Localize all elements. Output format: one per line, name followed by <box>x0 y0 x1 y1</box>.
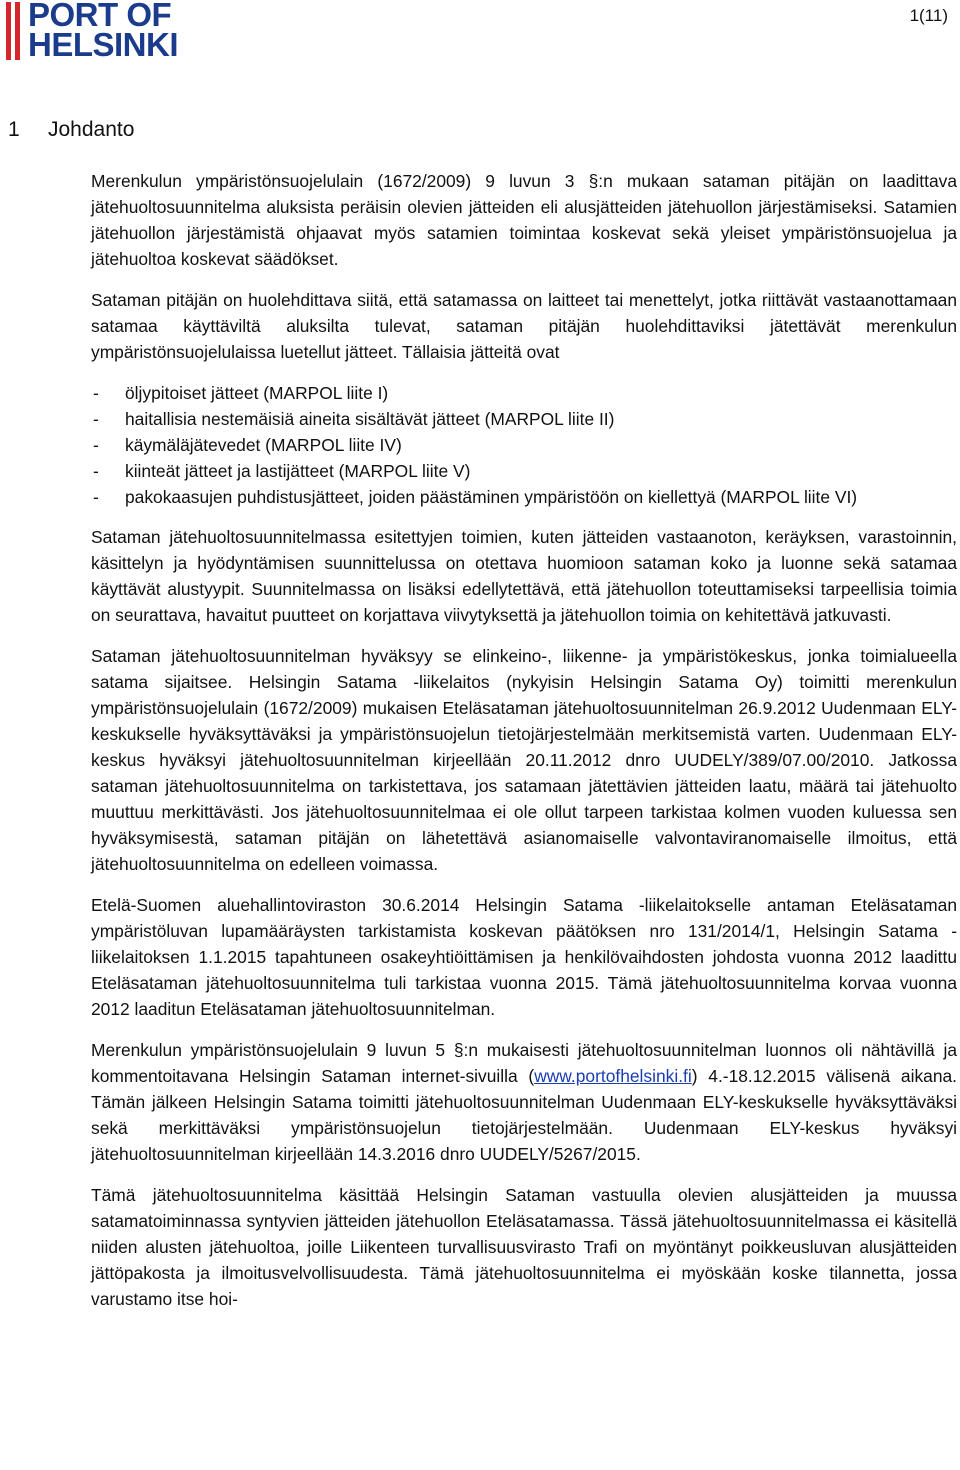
paragraph: Sataman pitäjän on huolehdittava siitä, että satamassa on laitteet tai menettelyt, jotka riittävät vastaanottamaan satamaa käyttäviltä aluksilta tulevat, sataman pitäjän huolehdittaviksi jätettävät merenkulun ympäristönsuojelulaissa luetellut jätteet. Tällaisia jätteitä ovat <box>91 290 957 362</box>
list-item: - öljypitoiset jätteet (MARPOL liite I) <box>91 380 957 406</box>
paragraph-text: ) 4.-18.12.2015 välisenä aikana. Tämän jälkeen Helsingin Satama toimitti jätehuoltosuunnitelman Uudenmaan ELY-keskukselle hyväksyttäväksi sekä merkittäväksi ympäristönsuojelun tietojärjestelmään. Uudenmaan ELY-keskus hyväksyi jätehuoltosuunnitelman kirjeellään 14.3.2016 dnro UUDELY/5267/2015. <box>91 1066 957 1164</box>
paragraph: Tämä jätehuoltosuunnitelma käsittää Helsingin Sataman vastuulla olevien alusjätteiden ja muussa satamatoiminnassa syntyvien jätteiden jätehuollon Eteläsatamassa. Tässä jätehuoltosuunnitelmassa ei käsitellä niiden alusten jätehuoltoa, joille Liikenteen turvallisuusvirasto Trafi on myöntänyt poikkeusluvan alusjätteiden jättöpakosta ja ilmoitusvelvollisuudesta. Tämä jätehuoltosuunnitelma ei myöskään koske tilannetta, jossa varustamo itse hoi- <box>91 1185 957 1309</box>
list-item: - käymäläjätevedet (MARPOL liite IV) <box>91 432 957 458</box>
paragraph: Sataman jätehuoltosuunnitelman hyväksyy se elinkeino-, liikenne- ja ympäristökeskus, jonka toimialueella satama sijaitsee. Helsingin Satama -liikelaitos (nykyisin Helsingin Satama Oy) toimitti merenkulun ympäristönsuojelulain (1672/2009) mukaisen Eteläsataman jätehuoltosuunnitelman 26.9.2012 Uudenmaan ELY-keskukselle hyväksyttäväksi ja ympäristönsuojelun tietojärjestelmään merkitsemistä varten. Uudenmaan ELY-keskus hyväksyi jätehuoltosuunnitelman kirjeellään 20.11.2012 dnro UUDELY/389/07.00/2010. Jatkossa sataman jätehuoltosuunnitelma on tarkistettava, jos satamaan jätettävien jätteiden laatu, määrä tai jätehuolto muuttuu merkittävästi. Jos jätehuoltosuunnitelmaa ei ole ollut tarpeen tarkistaa kolmen vuoden kuluessa sen hyväksymisestä, sataman pitäjän on lähetettävä asianomaiselle valvontaviranomaiselle ilmoitus, että jätehuoltosuunnitelma on edelleen voimassa. <box>91 646 957 874</box>
logo-text-line1: PORT OF <box>28 0 172 33</box>
paragraph: Merenkulun ympäristönsuojelulain (1672/2009) 9 luvun 3 §:n mukaan sataman pitäjän on laadittava jätehuoltosuunnitelma aluksista peräisin olevien jätteiden eli alusjätteiden jätehuollon järjestämiseksi. Satamien jätehuollon järjestämistä ohjaavat myös satamien toimintaa koskevat sekä yleiset ympäristönsuojelua ja jätehuoltoa koskevat säädökset. <box>91 171 957 269</box>
logo-text-line2: HELSINKI <box>28 26 179 63</box>
paragraph: Sataman jätehuoltosuunnitelmassa esitettyjen toimien, kuten jätteiden vastaanoton, keräyksen, varastoinnin, käsittelyn ja hyödyntämisen suunnittelussa on otettava huomioon sataman koko ja luonne sekä satamaa käyttävät alustyypit. Suunnitelmassa on lisäksi edellytettävä, että jätehuollon toteuttamiseksi tarpeellisia toimia on seurattava, havaitut puutteet on korjattava viivytyksettä ja jätehuollon toimia on kehitettävä jatkuvasti. <box>91 527 957 625</box>
paragraph-with-link <box>91 1037 957 1167</box>
section-number: 1 <box>8 118 20 141</box>
waste-type-list <box>91 380 957 510</box>
list-item: - haitallisia nestemäisiä aineita sisältävät jätteet (MARPOL liite II) <box>91 406 957 432</box>
section-heading <box>8 117 134 143</box>
paragraph: Etelä-Suomen aluehallintoviraston 30.6.2014 Helsingin Satama -liikelaitokselle antaman Eteläsataman ympäristöluvan lupamääräysten tarkistamista koskevan päätöksen nro 131/2014/1, Helsingin Satama -liikelaitoksen 1.1.2015 tapahtuneen osakeyhtiöittämisen ja henkilövaihdosten johdosta vuonna 2012 laadittu Eteläsataman jätehuoltosuunnitelma tuli tarkistaa vuonna 2015. Tämä jätehuoltosuunnitelma korvaa vuonna 2012 laaditun Eteläsataman jätehuoltosuunnitelman. <box>91 895 957 1019</box>
page-number: 1(11) <box>909 6 948 25</box>
document-body <box>91 168 957 1327</box>
port-of-helsinki-logo <box>6 2 228 62</box>
logo-stripe <box>15 2 20 60</box>
website-link[interactable]: www.portofhelsinki.fi <box>534 1066 692 1086</box>
list-item: - kiinteät jätteet ja lastijätteet (MARPOL liite V) <box>91 458 957 484</box>
list-item: - pakokaasujen puhdistusjätteet, joiden päästäminen ympäristöön on kiellettyä (MARPOL liite VI) <box>91 484 957 510</box>
section-title: Johdanto <box>48 118 135 141</box>
paragraph-text: Merenkulun ympäristönsuojelulain 9 luvun 5 §:n mukaisesti jätehuoltosuunnitelman luonnos oli nähtävillä ja kommentoitavana Helsingin Sataman internet-sivuilla ( <box>91 1040 957 1086</box>
logo-stripe <box>6 2 11 60</box>
